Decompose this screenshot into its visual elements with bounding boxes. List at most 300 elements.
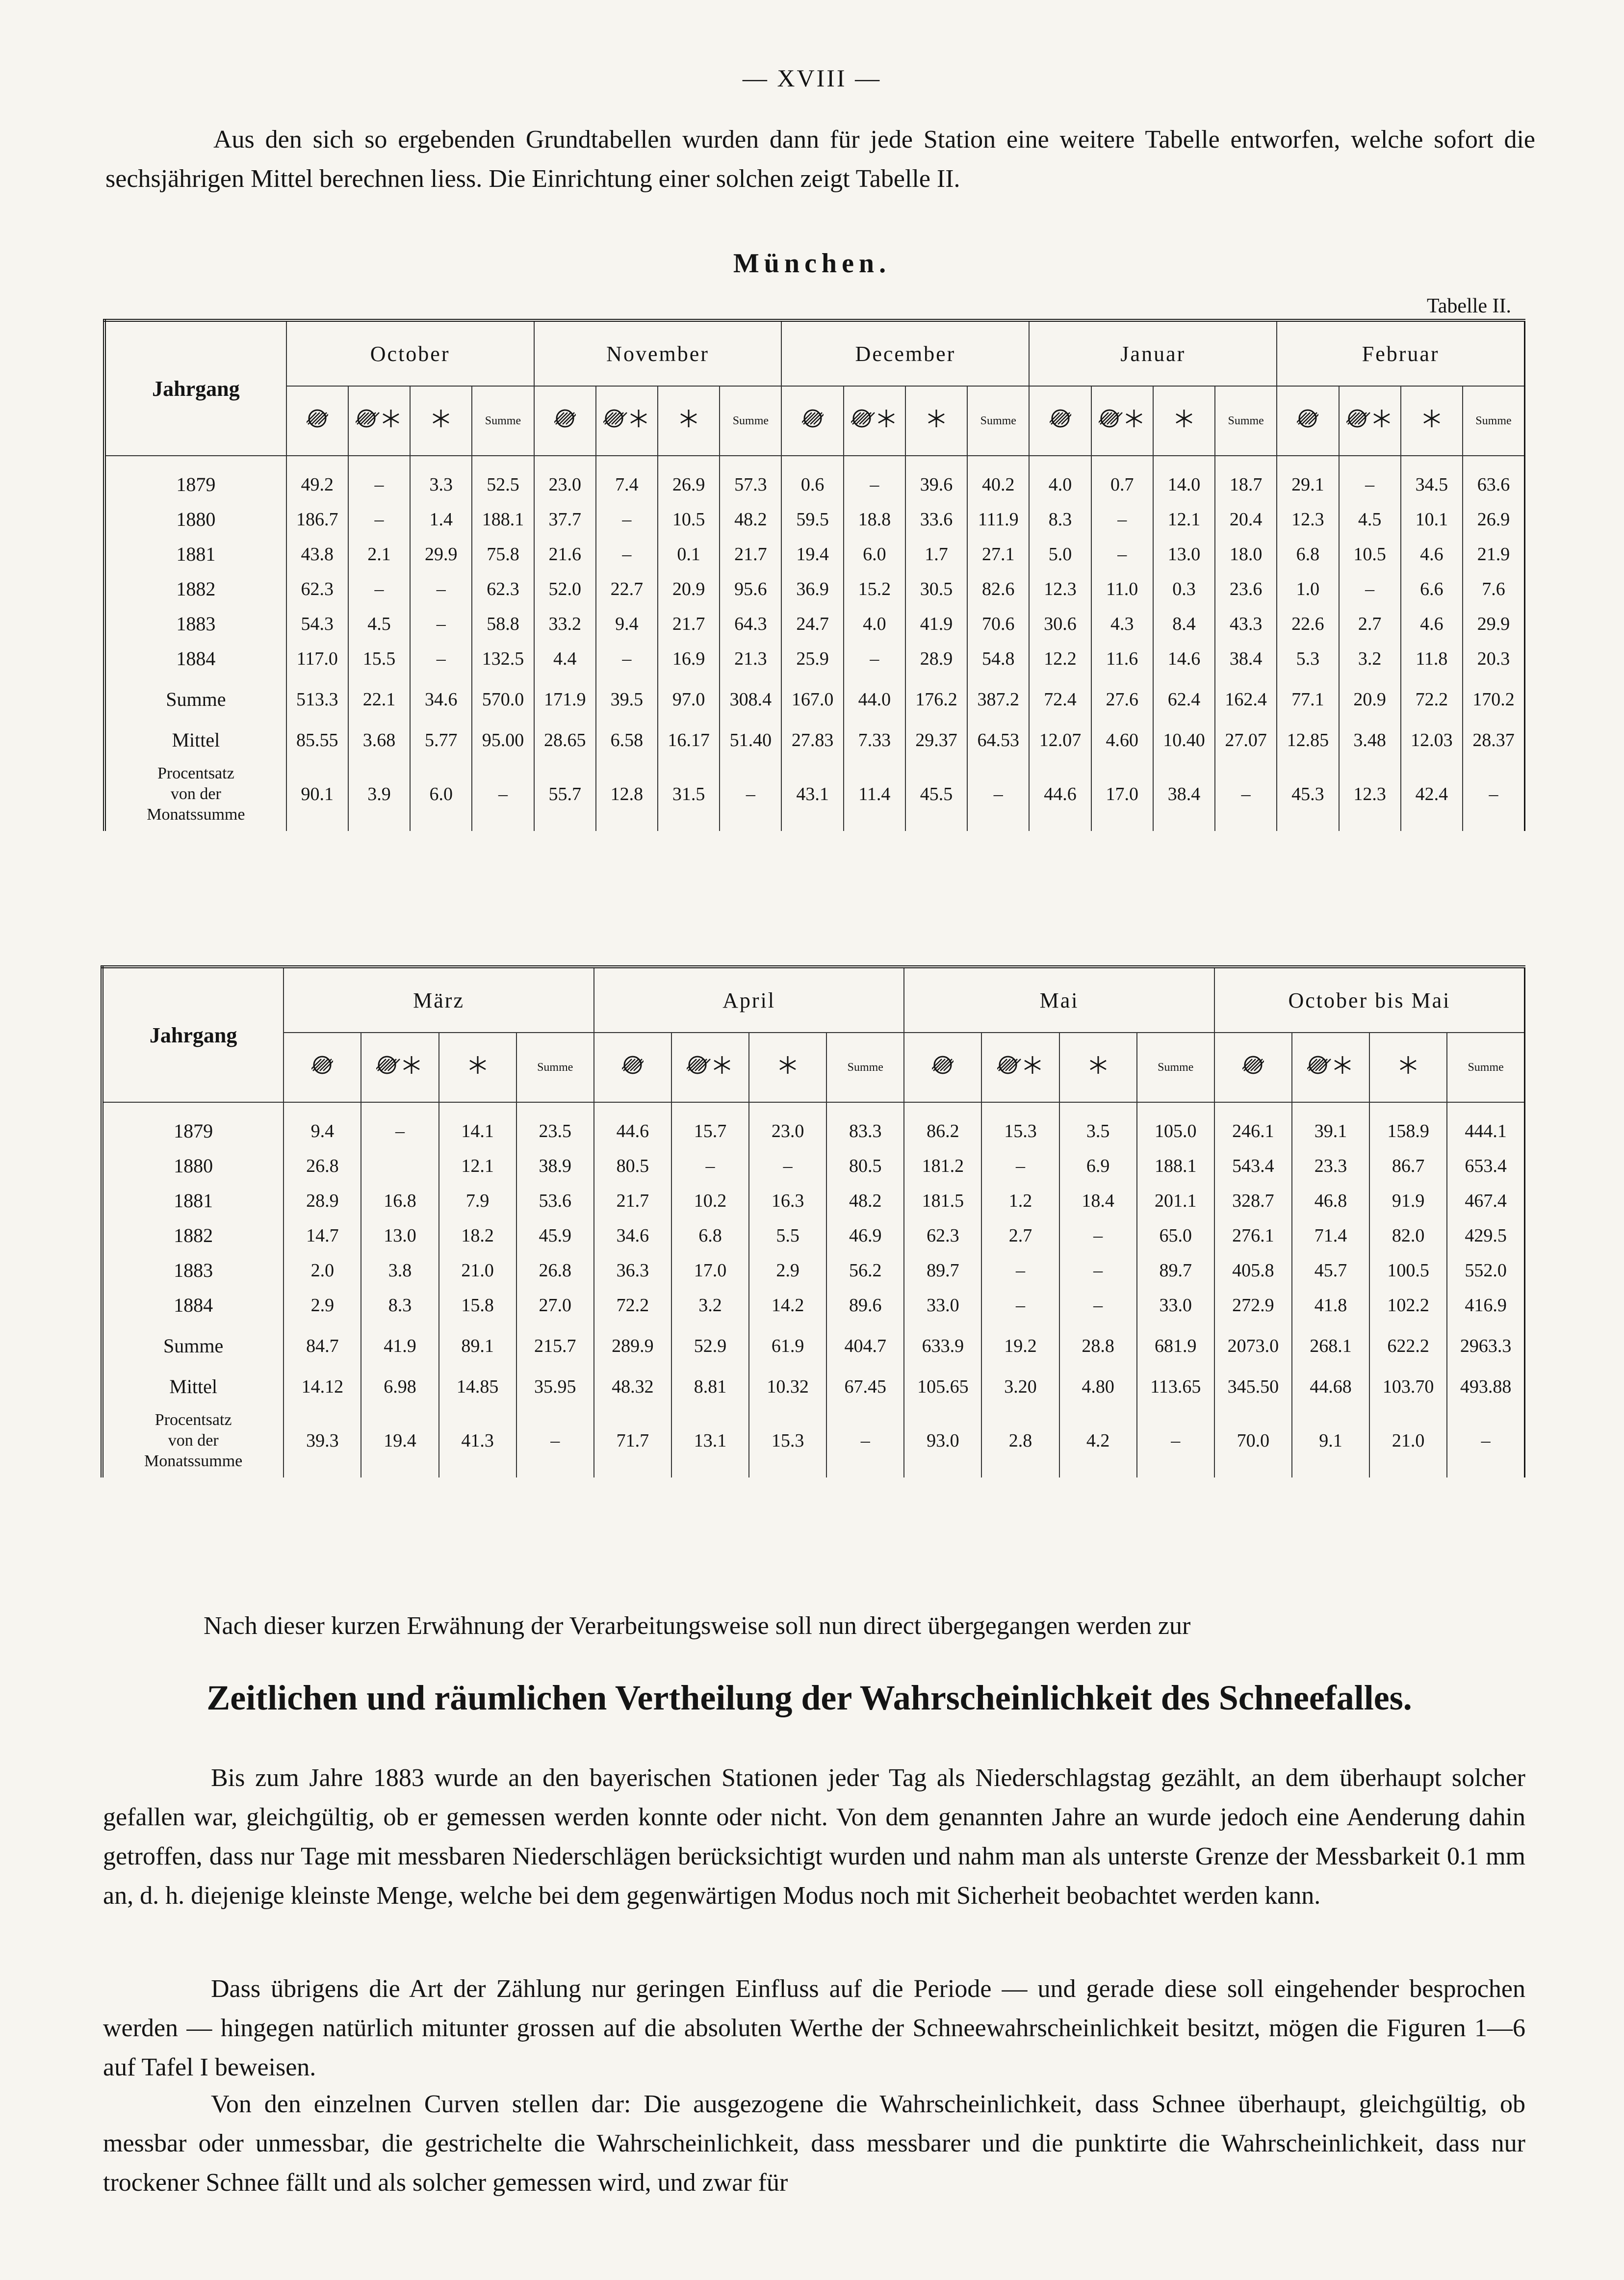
table-cell: 65.0: [1137, 1218, 1214, 1253]
table-cell: –: [1059, 1253, 1137, 1288]
table-cell: 7.33: [844, 723, 905, 757]
table-cell: 18.2: [439, 1218, 516, 1253]
table-cell: 20.4: [1215, 502, 1277, 537]
percentage-cell: –: [720, 757, 781, 831]
rain-snow-icon: [1091, 386, 1153, 456]
table-cell: 71.4: [1292, 1218, 1369, 1253]
table-cell: 404.7: [826, 1322, 904, 1369]
jahrgang-header: Jahrgang: [102, 967, 284, 1102]
percentage-cell: 13.1: [671, 1404, 749, 1477]
rain-snow-icon: [844, 386, 905, 456]
table-cell: 16.9: [658, 641, 720, 676]
table-cell: 89.7: [904, 1253, 981, 1288]
table-cell: 3.2: [1339, 641, 1401, 676]
table-cell: –: [1091, 537, 1153, 571]
table-cell: 2.9: [284, 1288, 361, 1322]
body-paragraph-1: Bis zum Jahre 1883 wurde an den bayerischen Stationen jeder Tag als Niederschlagstag gezählt, an dem überhaupt solcher gefallen war, gleichgültig, ob er gemessen werden konnte oder nicht. Von dem genannten Jahre an wurde jedoch eine Aenderung dahin getroffen, dass nur Tage mit messbaren Niederschlägen berücksichtigt wurden und nahm man als unterste Grenze der Messbarkeit 0.1 mm an, d. h. diejenige kleinste Menge, welche bei dem gegenwärtigen Modus noch mit Sicherheit beobachtet werden kann.: [103, 1764, 1525, 1910]
table-cell: 82.6: [967, 571, 1029, 606]
table-cell: 26.8: [516, 1253, 594, 1288]
summe-column-header: Summe: [1463, 386, 1525, 456]
table-cell: 17.0: [671, 1253, 749, 1288]
jahrgang-header: Jahrgang: [104, 320, 286, 456]
table-cell: 28.8: [1059, 1322, 1137, 1369]
table-cell: 20.9: [1339, 676, 1401, 723]
percentage-cell: 12.8: [596, 757, 658, 831]
table-cell: 2073.0: [1214, 1322, 1292, 1369]
table-cell: 80.5: [594, 1148, 671, 1183]
table-cell: 4.5: [348, 606, 410, 641]
snow-star-icon: [905, 386, 967, 456]
table-cell: 1.2: [981, 1183, 1059, 1218]
row-label: Summe: [102, 1322, 284, 1369]
table-cell: 21.7: [594, 1183, 671, 1218]
table-cell: 35.95: [516, 1369, 594, 1404]
rain-circle-icon: [1277, 386, 1339, 456]
percentage-cell: –: [1137, 1404, 1214, 1477]
table-cell: 44.0: [844, 676, 905, 723]
table-cell: 89.1: [439, 1322, 516, 1369]
table-cell: 681.9: [1137, 1322, 1214, 1369]
summe-column-header: Summe: [967, 386, 1029, 456]
table-cell: 38.9: [516, 1148, 594, 1183]
snow-star-icon: [439, 1033, 516, 1102]
table-cell: 14.12: [284, 1369, 361, 1404]
table-cell: 26.9: [1463, 502, 1525, 537]
snow-star-icon: [1401, 386, 1463, 456]
table-cell: 7.6: [1463, 571, 1525, 606]
table-cell: –: [1339, 571, 1401, 606]
percentage-cell: 9.1: [1292, 1404, 1369, 1477]
table-cell: 34.6: [594, 1218, 671, 1253]
table-cell: 186.7: [286, 502, 348, 537]
table-cell: 7.9: [439, 1183, 516, 1218]
table-cell: 23.0: [534, 456, 596, 502]
table-cell: 100.5: [1369, 1253, 1447, 1288]
table-cell: 16.8: [361, 1183, 438, 1218]
table-cell: –: [410, 641, 472, 676]
table-cell: 77.1: [1277, 676, 1339, 723]
table-cell: 27.0: [516, 1288, 594, 1322]
section-heading: Zeitlichen und räumlichen Vertheilung der Wahrscheinlichkeit des Schneefalles.: [206, 1678, 1412, 1717]
table-cell: 176.2: [905, 676, 967, 723]
table-cell: 82.0: [1369, 1218, 1447, 1253]
summe-column-header: Summe: [1447, 1033, 1524, 1102]
percentage-cell: –: [826, 1404, 904, 1477]
percentage-row: [102, 1404, 1525, 1477]
table-cell: 75.8: [472, 537, 534, 571]
table-cell: 20.9: [658, 571, 720, 606]
table-cell: 0.7: [1091, 456, 1153, 502]
table-cell: –: [749, 1148, 826, 1183]
table-cell: 63.6: [1463, 456, 1525, 502]
station-title: München.: [733, 248, 891, 279]
table-cell: 25.9: [781, 641, 843, 676]
percentage-cell: –: [1447, 1404, 1524, 1477]
table-cell: 3.68: [348, 723, 410, 757]
table-row: [104, 537, 1525, 571]
table-cell: 429.5: [1447, 1218, 1524, 1253]
table-cell: 4.80: [1059, 1369, 1137, 1404]
percentage-cell: 4.2: [1059, 1404, 1137, 1477]
table-cell: –: [981, 1288, 1059, 1322]
table-cell: 36.9: [781, 571, 843, 606]
table-cell: 21.7: [720, 537, 781, 571]
table-cell: 11.6: [1091, 641, 1153, 676]
table-cell: 162.4: [1215, 676, 1277, 723]
month-header: April: [594, 967, 904, 1033]
table-cell: 97.0: [658, 676, 720, 723]
table-cell: 272.9: [1214, 1288, 1292, 1322]
month-header: März: [284, 967, 594, 1033]
table-cell: 21.7: [658, 606, 720, 641]
table-cell: 2.0: [284, 1253, 361, 1288]
table-cell: 72.2: [594, 1288, 671, 1322]
table-cell: 29.9: [1463, 606, 1525, 641]
table-cell: 28.9: [905, 641, 967, 676]
table-cell: 24.7: [781, 606, 843, 641]
table-cell: 6.58: [596, 723, 658, 757]
table-cell: 171.9: [534, 676, 596, 723]
table-cell: 345.50: [1214, 1369, 1292, 1404]
rain-circle-icon: [284, 1033, 361, 1102]
table-cell: 39.1: [1292, 1102, 1369, 1148]
table-row: [102, 1102, 1525, 1148]
table-cell: –: [671, 1148, 749, 1183]
table-cell: 40.2: [967, 456, 1029, 502]
table-cell: 3.2: [671, 1288, 749, 1322]
table-cell: 105.65: [904, 1369, 981, 1404]
month-header: Januar: [1029, 320, 1277, 386]
table-cell: 2963.3: [1447, 1322, 1524, 1369]
table-cell: 0.6: [781, 456, 843, 502]
table-cell: 89.6: [826, 1288, 904, 1322]
table-cell: 46.9: [826, 1218, 904, 1253]
percentage-cell: –: [516, 1404, 594, 1477]
row-label: 1884: [104, 641, 286, 676]
table-cell: 41.9: [361, 1322, 438, 1369]
table-oct-feb: [103, 319, 1525, 831]
table-cell: 85.55: [286, 723, 348, 757]
table-cell: 33.6: [905, 502, 967, 537]
table-cell: 30.5: [905, 571, 967, 606]
table-row: [104, 641, 1525, 676]
rain-snow-icon: [1292, 1033, 1369, 1102]
table-row: [104, 723, 1525, 757]
percentage-label: Procentsatz von der Monatssumme: [102, 1404, 284, 1477]
table-cell: 58.8: [472, 606, 534, 641]
table-cell: –: [844, 456, 905, 502]
percentage-cell: –: [967, 757, 1029, 831]
table-cell: –: [410, 571, 472, 606]
percentage-cell: 55.7: [534, 757, 596, 831]
table-cell: 3.5: [1059, 1102, 1137, 1148]
table-cell: –: [596, 537, 658, 571]
table-cell: 2.7: [1339, 606, 1401, 641]
table-cell: 132.5: [472, 641, 534, 676]
table-cell: 1.4: [410, 502, 472, 537]
table-cell: 15.2: [844, 571, 905, 606]
table-cell: 12.3: [1277, 502, 1339, 537]
table-cell: 10.1: [1401, 502, 1463, 537]
table-cell: 52.5: [472, 456, 534, 502]
table-row: [104, 606, 1525, 641]
table-cell: 51.40: [720, 723, 781, 757]
percentage-cell: 43.1: [781, 757, 843, 831]
table-cell: 111.9: [967, 502, 1029, 537]
table-row: [102, 1322, 1525, 1369]
table-cell: –: [1091, 502, 1153, 537]
table-cell: 6.9: [1059, 1148, 1137, 1183]
summe-column-header: Summe: [472, 386, 534, 456]
table-cell: 21.9: [1463, 537, 1525, 571]
table-cell: 33.0: [904, 1288, 981, 1322]
table-cell: 416.9: [1447, 1288, 1524, 1322]
table-cell: 387.2: [967, 676, 1029, 723]
row-label: 1881: [104, 537, 286, 571]
table-cell: –: [361, 1102, 438, 1148]
rain-snow-icon: [671, 1033, 749, 1102]
month-header: December: [781, 320, 1029, 386]
table-cell: 59.5: [781, 502, 843, 537]
percentage-cell: –: [1215, 757, 1277, 831]
percentage-cell: 21.0: [1369, 1404, 1447, 1477]
percentage-cell: 44.6: [1029, 757, 1091, 831]
table-cell: 27.83: [781, 723, 843, 757]
table-cell: 11.8: [1401, 641, 1463, 676]
table-cell: 246.1: [1214, 1102, 1292, 1148]
percentage-cell: 70.0: [1214, 1404, 1292, 1477]
table-row: [102, 1183, 1525, 1218]
table-cell: 34.5: [1401, 456, 1463, 502]
table-cell: 95.6: [720, 571, 781, 606]
table-cell: 43.3: [1215, 606, 1277, 641]
table-cell: 6.6: [1401, 571, 1463, 606]
table-cell: 36.3: [594, 1253, 671, 1288]
summe-column-header: Summe: [720, 386, 781, 456]
table-cell: 95.00: [472, 723, 534, 757]
table-cell: 493.88: [1447, 1369, 1524, 1404]
table-cell: 21.3: [720, 641, 781, 676]
month-header: Februar: [1277, 320, 1524, 386]
table-cell: 6.8: [671, 1218, 749, 1253]
table-row: [102, 1369, 1525, 1404]
table-cell: –: [1059, 1218, 1137, 1253]
table-cell: 54.3: [286, 606, 348, 641]
table-cell: 11.0: [1091, 571, 1153, 606]
month-header: October: [286, 320, 534, 386]
table-cell: 67.45: [826, 1369, 904, 1404]
table-cell: 308.4: [720, 676, 781, 723]
table-cell: 57.3: [720, 456, 781, 502]
table-cell: 86.2: [904, 1102, 981, 1148]
rain-circle-icon: [781, 386, 843, 456]
table-cell: 64.53: [967, 723, 1029, 757]
table-row: [104, 456, 1525, 502]
table-cell: 49.2: [286, 456, 348, 502]
table-cell: 2.1: [348, 537, 410, 571]
percentage-label: Procentsatz von der Monatssumme: [104, 757, 286, 831]
table-cell: 16.3: [749, 1183, 826, 1218]
table-cell: 181.5: [904, 1183, 981, 1218]
table-cell: 12.1: [439, 1148, 516, 1183]
summe-column-header: Summe: [826, 1033, 904, 1102]
row-label: 1883: [104, 606, 286, 641]
table-cell: 52.0: [534, 571, 596, 606]
table-cell: 28.9: [284, 1183, 361, 1218]
table-cell: 22.1: [348, 676, 410, 723]
rain-snow-icon: [1339, 386, 1401, 456]
table-cell: 18.4: [1059, 1183, 1137, 1218]
table-row: [102, 1218, 1525, 1253]
table-cell: 6.98: [361, 1369, 438, 1404]
table-cell: 6.8: [1277, 537, 1339, 571]
table-cell: 405.8: [1214, 1253, 1292, 1288]
table-cell: 21.0: [439, 1253, 516, 1288]
table-cell: 45.9: [516, 1218, 594, 1253]
table-cell: 4.60: [1091, 723, 1153, 757]
table-cell: 12.07: [1029, 723, 1091, 757]
table-cell: 13.0: [361, 1218, 438, 1253]
table-cell: 46.8: [1292, 1183, 1369, 1218]
table-cell: 23.5: [516, 1102, 594, 1148]
table-cell: 28.65: [534, 723, 596, 757]
month-header: Mai: [904, 967, 1214, 1033]
table-cell: 56.2: [826, 1253, 904, 1288]
row-label: 1879: [104, 456, 286, 502]
table-cell: 4.3: [1091, 606, 1153, 641]
snow-star-icon: [658, 386, 720, 456]
table-cell: 105.0: [1137, 1102, 1214, 1148]
table-cell: 45.7: [1292, 1253, 1369, 1288]
table-cell: 12.3: [1029, 571, 1091, 606]
row-label: 1884: [102, 1288, 284, 1322]
table-cell: 167.0: [781, 676, 843, 723]
table-cell: 0.3: [1153, 571, 1215, 606]
table-cell: 276.1: [1214, 1218, 1292, 1253]
table-cell: 2.9: [749, 1253, 826, 1288]
table-cell: 38.4: [1215, 641, 1277, 676]
table-cell: 48.32: [594, 1369, 671, 1404]
table-cell: 15.7: [671, 1102, 749, 1148]
rain-circle-icon: [904, 1033, 981, 1102]
table-cell: 39.6: [905, 456, 967, 502]
body-paragraph-2: Dass übrigens die Art der Zählung nur geringen Einfluss auf die Periode — und gerade diese soll eingehender besprochen werden — hingegen natürlich mitunter grossen auf die absoluten Werthe der Schneewahrscheinlichkeit besitzt, mögen die Figuren 1—6 auf Tafel I beweisen.: [103, 1975, 1525, 2081]
percentage-cell: 39.3: [284, 1404, 361, 1477]
table-cell: 3.20: [981, 1369, 1059, 1404]
table-cell: 4.6: [1401, 606, 1463, 641]
table-cell: –: [981, 1253, 1059, 1288]
table-cell: 89.7: [1137, 1253, 1214, 1288]
table-cell: 37.7: [534, 502, 596, 537]
table-cell: 15.8: [439, 1288, 516, 1322]
table-cell: 29.9: [410, 537, 472, 571]
table-cell: 52.9: [671, 1322, 749, 1369]
table-cell: 5.0: [1029, 537, 1091, 571]
table-cell: 23.0: [749, 1102, 826, 1148]
snow-star-icon: [1153, 386, 1215, 456]
table-cell: 18.8: [844, 502, 905, 537]
table-cell: 268.1: [1292, 1322, 1369, 1369]
table-cell: 26.8: [284, 1148, 361, 1183]
table-cell: 27.07: [1215, 723, 1277, 757]
table-cell: 102.2: [1369, 1288, 1447, 1322]
table-cell: 29.1: [1277, 456, 1339, 502]
table-cell: 16.17: [658, 723, 720, 757]
table-cell: 61.9: [749, 1322, 826, 1369]
snow-star-icon: [410, 386, 472, 456]
summe-column-header: Summe: [1137, 1033, 1214, 1102]
table-cell: 6.0: [844, 537, 905, 571]
page-number: — XVIII —: [742, 64, 882, 92]
table-cell: 289.9: [594, 1322, 671, 1369]
table-cell: 83.3: [826, 1102, 904, 1148]
percentage-cell: 15.3: [749, 1404, 826, 1477]
table-cell: 5.5: [749, 1218, 826, 1253]
row-label: 1883: [102, 1253, 284, 1288]
table-cell: 48.2: [720, 502, 781, 537]
table-cell: 8.3: [1029, 502, 1091, 537]
row-label: Mittel: [102, 1369, 284, 1404]
table-cell: 201.1: [1137, 1183, 1214, 1218]
table-cell: 10.32: [749, 1369, 826, 1404]
table-cell: 14.1: [439, 1102, 516, 1148]
percentage-cell: 38.4: [1153, 757, 1215, 831]
percentage-cell: 17.0: [1091, 757, 1153, 831]
table-row: [102, 1253, 1525, 1288]
table-cell: 12.85: [1277, 723, 1339, 757]
table-cell: 30.6: [1029, 606, 1091, 641]
rain-snow-icon: [361, 1033, 438, 1102]
row-label: Summe: [104, 676, 286, 723]
table-cell: 158.9: [1369, 1102, 1447, 1148]
table-row: [102, 1148, 1525, 1183]
body-paragraph-3: Von den einzelnen Curven stellen dar: Die ausgezogene die Wahrscheinlichkeit, dass Schnee überhaupt, gleichgültig, ob messbar oder unmessbar, die gestrichelte die Wahrscheinlichkeit, dass messbarer und die punktirte die Wahrscheinlichkeit, dass nur trockener Schnee fällt und als solcher gemessen wird, und zwar für: [103, 2090, 1525, 2197]
table-label: Tabelle II.: [1427, 295, 1511, 317]
table-cell: 44.68: [1292, 1369, 1369, 1404]
table-cell: 39.5: [596, 676, 658, 723]
table-cell: 72.4: [1029, 676, 1091, 723]
table-cell: –: [981, 1148, 1059, 1183]
percentage-cell: –: [472, 757, 534, 831]
percentage-cell: 31.5: [658, 757, 720, 831]
month-header: October bis Mai: [1214, 967, 1525, 1033]
row-label: 1882: [102, 1218, 284, 1253]
snow-star-icon: [1369, 1033, 1447, 1102]
table-cell: 8.81: [671, 1369, 749, 1404]
table-mar-may: [101, 965, 1525, 1477]
table-cell: 12.03: [1401, 723, 1463, 757]
table-cell: 62.4: [1153, 676, 1215, 723]
table-cell: 467.4: [1447, 1183, 1524, 1218]
table-cell: 28.37: [1463, 723, 1525, 757]
month-header: November: [534, 320, 782, 386]
table-cell: 570.0: [472, 676, 534, 723]
summe-column-header: Summe: [1215, 386, 1277, 456]
table-cell: 4.0: [1029, 456, 1091, 502]
percentage-cell: 45.3: [1277, 757, 1339, 831]
table-row: [104, 571, 1525, 606]
percentage-cell: 19.4: [361, 1404, 438, 1477]
rain-circle-icon: [534, 386, 596, 456]
percentage-cell: 11.4: [844, 757, 905, 831]
table-cell: 14.85: [439, 1369, 516, 1404]
table-cell: 22.7: [596, 571, 658, 606]
table-cell: 23.3: [1292, 1148, 1369, 1183]
table-cell: 62.3: [472, 571, 534, 606]
table-cell: 4.5: [1339, 502, 1401, 537]
table-cell: 33.2: [534, 606, 596, 641]
table-cell: 54.8: [967, 641, 1029, 676]
